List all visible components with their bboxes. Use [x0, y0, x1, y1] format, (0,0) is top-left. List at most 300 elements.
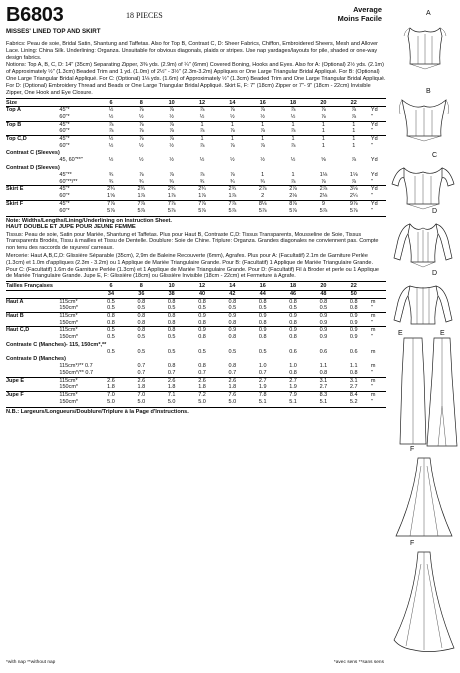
yardage-cell: 0.8 — [198, 298, 206, 305]
row-label — [6, 207, 59, 214]
yardage-cell: 1 — [291, 171, 295, 178]
yardage-cell: 0.8 — [228, 334, 237, 341]
yardage-cell: ⅞ — [139, 107, 144, 114]
row-heading: Contrast D (Sleeves) — [6, 164, 60, 171]
yardage-row — [6, 363, 386, 370]
yardage-cell: ⅞ — [278, 179, 308, 186]
footer — [6, 660, 384, 666]
yardage-cell: 0.9 — [228, 313, 237, 320]
row-label: Skirt F — [6, 200, 24, 207]
yardage-cell: ¾ — [187, 179, 217, 186]
yardage-cell: 0.8 — [228, 298, 237, 305]
yardage-cell: 1.1 — [319, 363, 328, 370]
figure-label-e-back: E — [440, 330, 445, 337]
size-cell: 14 — [217, 283, 247, 290]
yardage-cell: 5⅞ — [319, 207, 328, 214]
size-cell: 22 — [339, 100, 369, 107]
row-label — [6, 363, 59, 370]
yardage-cell: 0.9 — [349, 327, 358, 334]
yardage-cell: 0.9 — [198, 313, 206, 320]
yardage-row — [6, 136, 386, 143]
yardage-cell: 0.7 — [126, 370, 156, 377]
yardage-cell: 5⅞ — [258, 207, 267, 214]
yardage-cell: 2.7 — [289, 377, 297, 384]
yardage-cell: ½ — [108, 136, 114, 143]
yardage-row — [6, 399, 386, 406]
size-cell: 12 — [187, 283, 217, 290]
row-heading: Contraste C (Manches)- 115, 150cm*,** — [6, 341, 107, 348]
yardage-cell: 1⅞ — [126, 193, 156, 200]
row-unit: Yd — [370, 136, 378, 143]
left-column — [6, 3, 386, 416]
yardage-cell: ½ — [169, 142, 174, 149]
yardage-row — [6, 157, 386, 164]
row-unit: m — [370, 313, 376, 320]
fr-title: HAUT DOUBLE ET JUPE POUR JEUNE FEMME — [6, 224, 136, 231]
yardage-cell: 0.7 — [137, 363, 146, 370]
row-label — [6, 114, 59, 121]
size-cell-fr: 40 — [187, 290, 217, 298]
yardage-cell: 2¾ — [137, 186, 146, 193]
yardage-cell: 1 — [261, 136, 265, 143]
row-label — [6, 370, 59, 377]
yardage-cell: ⅞ — [199, 107, 205, 114]
yardage-cell: ⅞ — [308, 114, 338, 121]
yardage-cell: 0.8 — [137, 327, 146, 334]
yardage-cell: 0.5 — [167, 348, 176, 355]
row-unit: Yd — [370, 107, 378, 114]
yardage-cell: ⅞ — [139, 121, 144, 128]
yardage-cell: 1 — [291, 121, 295, 128]
row-unit: m — [370, 348, 376, 355]
size-cell-fr: 50 — [339, 290, 369, 298]
figure-label-e: E — [398, 330, 403, 337]
row-unit: " — [370, 142, 373, 149]
yardage-cell: 1 — [261, 171, 265, 178]
yardage-cell: 1⅛ — [319, 171, 328, 178]
row-width: 45"* — [59, 121, 70, 128]
divider — [6, 281, 386, 282]
yardage-cell: 0.9 — [319, 313, 328, 320]
yardage-cell: ⅞ — [351, 107, 357, 114]
row-width: 115cm* — [59, 298, 78, 305]
yardage-cell: 1.8 — [157, 384, 187, 391]
yardage-cell: 0.6 — [319, 348, 328, 355]
yardage-cell: 2⅛ — [278, 193, 308, 200]
row-width: 115cm* — [59, 313, 78, 320]
yardage-cell: 0.9 — [339, 320, 369, 327]
yardage-cell: ½ — [187, 114, 217, 121]
size-cell: 10 — [157, 283, 187, 290]
yardage-cell: ⅞ — [230, 107, 235, 114]
notions-en: Notions: Top A, B, C, D: 14" (35cm) Separating Zipper, 3⅜ yds. (2.9m) of ¼" (6mm) Covered Boning, Hooks and Eyes. Also for A: (Optional) 2½ yds. (2.1m) of Approximately ½" (1.3cm) Beaded Trim and 1 yd. (1.0m) of 2½" - 3½" (2.3m-3.2m) Appliques or One Large Triangular Bridal Appliqué. For B: (Optional) One Large Triangular Bridal Appliqué. For C: (Optional) 1⅛ yds. (1.6m) of Approximately ½" (1.3cm) Beaded Trim and One Large Triangular Bridal Appliqué. For D: (Optional) Embroidery Thread and Beads or One Large Triangular Bridal Appliqué. Skirt E, F: 7" (18cm) Zipper or 7"- 9" (18cm - 22cm) Invisible Zipper, One Hook and Eye Closure. — [6, 62, 386, 96]
yardage-cell: 2 — [248, 193, 278, 200]
yardage-cell: 0.5 — [107, 298, 115, 305]
row-unit: m — [370, 377, 376, 384]
row-unit: " — [370, 207, 373, 214]
yardage-cell: 7.1 — [167, 392, 176, 399]
yardage-cell: 5.1 — [319, 399, 328, 406]
size-cell: 18 — [278, 283, 308, 290]
yardage-cell: ⅞ — [260, 142, 265, 149]
yardage-cell: ½ — [96, 114, 126, 121]
yardage-cell: 5⅞ — [167, 207, 176, 214]
row-unit: m — [370, 327, 376, 334]
yardage-cell: ½ — [108, 142, 114, 149]
yardage-cell: ⅞ — [169, 136, 174, 143]
yardage-cell: ½ — [157, 114, 187, 121]
size-cell: 16 — [248, 100, 278, 107]
yardage-cell: 0.5 — [137, 348, 146, 355]
yardage-cell: ⅞ — [126, 128, 156, 135]
size-cell: 8 — [126, 100, 156, 107]
yardage-row — [6, 392, 386, 399]
yardage-cell: ½ — [260, 157, 265, 164]
size-cell-fr: 46 — [278, 290, 308, 298]
row-label: Top C,D — [6, 136, 27, 143]
yardage-cell: 0.8 — [187, 320, 217, 327]
yardage-cell: 1⅞ — [157, 193, 187, 200]
yardage-cell: 1 — [230, 136, 234, 143]
yardage-cell: 5⅞ — [198, 207, 206, 214]
yardage-cell: ½ — [217, 114, 247, 121]
yardage-row — [6, 298, 386, 305]
difficulty-fr: Moins Facile — [337, 14, 382, 24]
yardage-cell: ¾ — [108, 171, 114, 178]
yardage-cell: 2¾ — [228, 186, 237, 193]
figure-c-bodice — [390, 160, 456, 210]
yardage-cell: 0.8 — [107, 313, 115, 320]
yardage-cell: 1 — [352, 136, 356, 143]
row-label — [6, 305, 59, 312]
yardage-cell: 0.9 — [198, 327, 206, 334]
yardage-cell: 0.8 — [126, 320, 156, 327]
row-label: Haut B — [6, 313, 24, 320]
difficulty — [338, 5, 382, 24]
yardage-cell: 0.8 — [167, 298, 176, 305]
row-width: 150cm* — [59, 384, 95, 391]
yardage-cell: 1.8 — [126, 384, 156, 391]
yardage-cell: 7⅞ — [107, 200, 115, 207]
row-label — [6, 320, 59, 327]
yardage-cell: 1 — [308, 128, 338, 135]
yardage-cell: 0.8 — [157, 320, 187, 327]
yardage-cell: ⅞ — [199, 142, 205, 149]
row-width: 45"* — [59, 136, 70, 143]
figure-label-a: A — [426, 10, 431, 17]
yardage-cell: 0.5 — [198, 348, 206, 355]
size-cell: 6 — [96, 100, 126, 107]
yardage-cell: 1⅛ — [349, 171, 358, 178]
yardage-cell: 2⅞ — [289, 186, 297, 193]
yardage-cell: 2.6 — [167, 377, 176, 384]
row-label: Jupe F — [6, 392, 24, 399]
row-unit: " — [369, 370, 386, 377]
figure-b-bodice — [394, 96, 454, 142]
divider — [6, 216, 386, 217]
yardage-cell: ⅞ — [339, 179, 369, 186]
yardage-cell: 2¼ — [339, 193, 369, 200]
yardage-cell: 0.8 — [349, 298, 358, 305]
size-cell: 20 — [308, 100, 338, 107]
yardage-row — [6, 327, 386, 334]
yardage-cell: 1.9 — [248, 384, 278, 391]
yardage-cell: 2⅛ — [308, 193, 338, 200]
yardage-cell: 8⅛ — [258, 200, 267, 207]
size-cell: 6 — [96, 283, 126, 290]
yardage-row — [6, 207, 386, 214]
yardage-cell: 7⅞ — [137, 200, 146, 207]
size-cell-fr: 38 — [157, 290, 187, 298]
row-label: Top A — [6, 107, 21, 114]
yardage-cell: 0.9 — [258, 313, 267, 320]
yardage-row — [6, 377, 386, 384]
size-cell: 22 — [339, 283, 369, 290]
yardage-cell: 8.4 — [349, 392, 358, 399]
yardage-cell: 2.6 — [228, 377, 237, 384]
yardage-cell: 7.6 — [228, 392, 237, 399]
row-unit: Yd — [370, 200, 378, 207]
yardage-cell: 5.0 — [107, 399, 115, 406]
size-cell: 18 — [278, 100, 308, 107]
yardage-cell: ¾ — [248, 179, 278, 186]
yardage-cell: ⅞ — [169, 121, 174, 128]
yardage-cell: 1.1 — [349, 363, 358, 370]
yardage-cell: ⅞ — [260, 107, 265, 114]
figure-f-skirt-front — [394, 456, 454, 540]
row-label: Haut A — [6, 298, 24, 305]
yardage-cell: 7⅞ — [228, 200, 237, 207]
yardage-cell: 1.8 — [187, 384, 217, 391]
size-row — [6, 100, 386, 107]
yardage-cell: 1 — [352, 121, 356, 128]
yardage-row — [6, 171, 386, 178]
yardage-cell: ¾ — [157, 179, 187, 186]
figure-d-bodice — [392, 218, 454, 268]
figures-column — [388, 0, 460, 673]
yardage-row — [6, 313, 386, 320]
difficulty-en: Average — [353, 5, 382, 14]
yardage-cell: ½ — [126, 114, 156, 121]
yardage-row — [6, 128, 386, 135]
yardage-cell: ⅞ — [278, 128, 308, 135]
yardage-cell: ⅞ — [199, 171, 205, 178]
yardage-cell: ½ — [290, 157, 296, 164]
size-label: Size — [6, 100, 96, 107]
yardage-cell: 1 — [230, 121, 234, 128]
yardage-cell: 5.0 — [137, 399, 146, 406]
yardage-row — [6, 384, 386, 391]
yardage-cell: 7.0 — [107, 392, 115, 399]
yardage-cell: 0.8 — [137, 313, 146, 320]
yardage-cell: 2.6 — [107, 377, 115, 384]
yardage-cell: ⅞ — [290, 107, 296, 114]
yardage-cell: 2¾ — [167, 186, 176, 193]
yardage-cell: 1 — [352, 142, 356, 149]
yardage-cell: 2¾ — [198, 186, 206, 193]
yardage-cell: 8⅞ — [289, 200, 297, 207]
figure-d-back — [392, 280, 454, 330]
row-unit: " — [370, 334, 373, 341]
row-label: Top B — [6, 121, 22, 128]
row-label — [6, 143, 59, 150]
yardage-cell: 0.8 — [248, 320, 278, 327]
row-label — [6, 384, 59, 391]
yardage-row — [6, 349, 386, 356]
row-width: 45"* — [59, 186, 70, 193]
yardage-cell: 0.5 — [167, 334, 176, 341]
yardage-row — [6, 186, 386, 193]
row-unit: " — [369, 179, 386, 186]
row-label — [6, 128, 59, 135]
size-cell-fr: 36 — [126, 290, 156, 298]
yardage-cell: 1⅞ — [217, 193, 247, 200]
yardage-row — [6, 193, 386, 200]
yardage-row — [6, 334, 386, 341]
pattern-number: B6803 — [6, 4, 64, 26]
yardage-cell: 0.8 — [198, 363, 206, 370]
yardage-cell: 0.9 — [349, 313, 358, 320]
yardage-cell: 0.5 — [278, 305, 308, 312]
row-unit: Yd — [370, 157, 378, 164]
yardage-cell: 0.8 — [339, 370, 369, 377]
yardage-cell: ⅞ — [351, 157, 357, 164]
yardage-cell: ½ — [199, 157, 205, 164]
yardage-cell: 0.8 — [339, 305, 369, 312]
yardage-cell: ⅞ — [339, 114, 369, 121]
yardage-cell: ⅞ — [96, 128, 126, 135]
row-width: 150cm* — [59, 334, 79, 341]
yardage-table-fr — [6, 283, 386, 406]
size-row-fr — [6, 290, 386, 298]
yardage-row — [6, 356, 386, 363]
yardage-cell: 0.8 — [278, 320, 308, 327]
yardage-cell: 0.8 — [258, 298, 267, 305]
yardage-cell: 0.9 — [228, 327, 237, 334]
row-width: 60"* — [59, 207, 70, 214]
yardage-cell: 0.9 — [289, 327, 297, 334]
yardage-cell: 1 — [200, 136, 204, 143]
yardage-cell: ⅞ — [230, 142, 235, 149]
yardage-cell: 2.7 — [339, 384, 369, 391]
size-cell-fr: 48 — [308, 290, 338, 298]
yardage-cell: 0.8 — [319, 298, 328, 305]
yardage-cell: ½ — [108, 107, 114, 114]
yardage-cell: 7⅞ — [167, 200, 176, 207]
yardage-cell: 5.2 — [349, 399, 358, 406]
row-unit: m — [370, 363, 376, 370]
row-label — [6, 171, 59, 178]
fabrics-en: Fabrics: Peau de soie, Bridal Satin, Shantung and Taffetas. Also for Top B, Contrast C, D: Sheer Fabrics, Chiffon, Embroidered Sheers, Mesh and Allover Lace. Lining: China Silk. Underlining: Organza. Unsuitable for obvious diagonals, plaids or stripes. Use nap yardages/layouts for pile, shaded or one-way design fabrics. — [6, 41, 378, 61]
row-width: 45"** — [59, 171, 72, 178]
yardage-cell: 5.0 — [198, 399, 206, 406]
size-label: Tailles Françaises — [6, 283, 96, 290]
yardage-cell: ½ — [278, 114, 308, 121]
yardage-cell: 5⅞ — [289, 207, 297, 214]
row-label — [6, 157, 59, 164]
yardage-cell: 1⅝ — [96, 193, 126, 200]
figure-a-bodice — [396, 22, 454, 70]
row-width: 60"* — [59, 142, 70, 149]
yardage-cell: 0.8 — [167, 363, 176, 370]
yardage-cell: 1.9 — [278, 384, 308, 391]
yardage-cell: 1.8 — [217, 384, 247, 391]
size-cell-fr: 34 — [96, 290, 126, 298]
row-unit: " — [370, 399, 373, 406]
yardage-cell: 0.8 — [96, 320, 126, 327]
yardage-cell: 5.1 — [258, 399, 267, 406]
size-cell: 8 — [126, 283, 156, 290]
row-width: 115cm* — [59, 377, 78, 384]
row-width: 60"**/** — [59, 179, 95, 186]
row-width: 60"* — [59, 193, 95, 200]
yardage-row — [6, 164, 386, 171]
yardage-row — [6, 341, 386, 348]
row-unit: " — [369, 114, 386, 121]
row-label — [6, 179, 59, 186]
divider — [6, 98, 386, 99]
figure-label-d-back: D — [432, 270, 438, 277]
yardage-cell: 0.5 — [107, 327, 115, 334]
row-heading: Contraste D (Manches) — [6, 355, 66, 362]
row-width: 60"* — [59, 128, 95, 135]
yardage-row — [6, 200, 386, 207]
yardage-cell: 0.6 — [289, 348, 297, 355]
row-width: 115cm* — [59, 392, 78, 399]
size-cell: 12 — [187, 100, 217, 107]
figure-label-f: F — [410, 446, 415, 453]
row-label — [6, 193, 59, 200]
yardage-cell: 0.9 — [308, 320, 338, 327]
yardage-cell: 5⅞ — [349, 207, 358, 214]
row-label: Jupe E — [6, 377, 25, 384]
yardage-cell: 0.7 — [217, 370, 247, 377]
pieces-count: 18 PIECES — [126, 11, 163, 20]
yardage-cell: 7.8 — [258, 392, 267, 399]
yardage-cell: 7.0 — [137, 392, 146, 399]
divider — [6, 407, 386, 408]
yardage-cell: 0.5 — [157, 305, 187, 312]
row-label — [6, 334, 59, 341]
size-cell: 20 — [308, 283, 338, 290]
yardage-cell: 0.5 — [126, 305, 156, 312]
yardage-cell: ½ — [139, 157, 144, 164]
yardage-cell: 1 — [291, 136, 295, 143]
yardage-cell: 5.0 — [167, 399, 176, 406]
yardage-cell: 0.5 — [96, 305, 126, 312]
mercerie-fr: Mercerie: Haut A,B,C,D: Glissière Séparable (35cm), 2,9m de Baleine Recouverte (6mm), Agrafes. Plus pour A: (Facultatif) 2.1m de Garniture Perlée (1.3cm) et 1.0m d'appliques (2.3m - 3.2m) ou 1 Applique de Mariée Triangulaire Grande. Pour B: (Facultatif) 1 Applique de Mariée Triangulaire Grande. Pour C: (Facultatif) 1.6m de Garniture Perlée (1.3cm) et 1 Applique de Mariée Triangulaire Grande. Pour D: (Facultatif) Fil à Broder et perle ou 1 Applique de Mariée Triangulaire Grande. Jupe E, F: Glissière (18cm) ou Glissière Invisible (18cm - 22cm) et Fermeture à Agrafe. — [6, 252, 379, 280]
row-unit: Yd — [370, 121, 378, 128]
yardage-cell: 0.9 — [258, 327, 267, 334]
yardage-cell: 1 — [321, 136, 325, 143]
yardage-cell: ⅞ — [321, 107, 326, 114]
yardage-cell: 2⅞ — [319, 186, 328, 193]
yardage-cell: 0.9 — [319, 334, 328, 341]
yardage-cell: 2.7 — [308, 384, 338, 391]
yardage-cell: 2.6 — [137, 377, 146, 384]
yardage-cell: 2.7 — [258, 377, 267, 384]
yardage-cell: 3.1 — [349, 377, 358, 384]
yardage-cell: 0.5 — [228, 348, 237, 355]
row-width: 45"* — [59, 200, 70, 207]
row-label: Haut C,D — [6, 327, 30, 334]
yardage-row — [6, 114, 386, 121]
yardage-cell: 7.9 — [289, 392, 297, 399]
yardage-cell: ½ — [230, 157, 235, 164]
figure-e-skirt-front — [398, 336, 428, 448]
subtitle: MISSES' LINED TOP AND SKIRT — [6, 28, 101, 35]
yardage-cell: 5⅞ — [107, 207, 115, 214]
